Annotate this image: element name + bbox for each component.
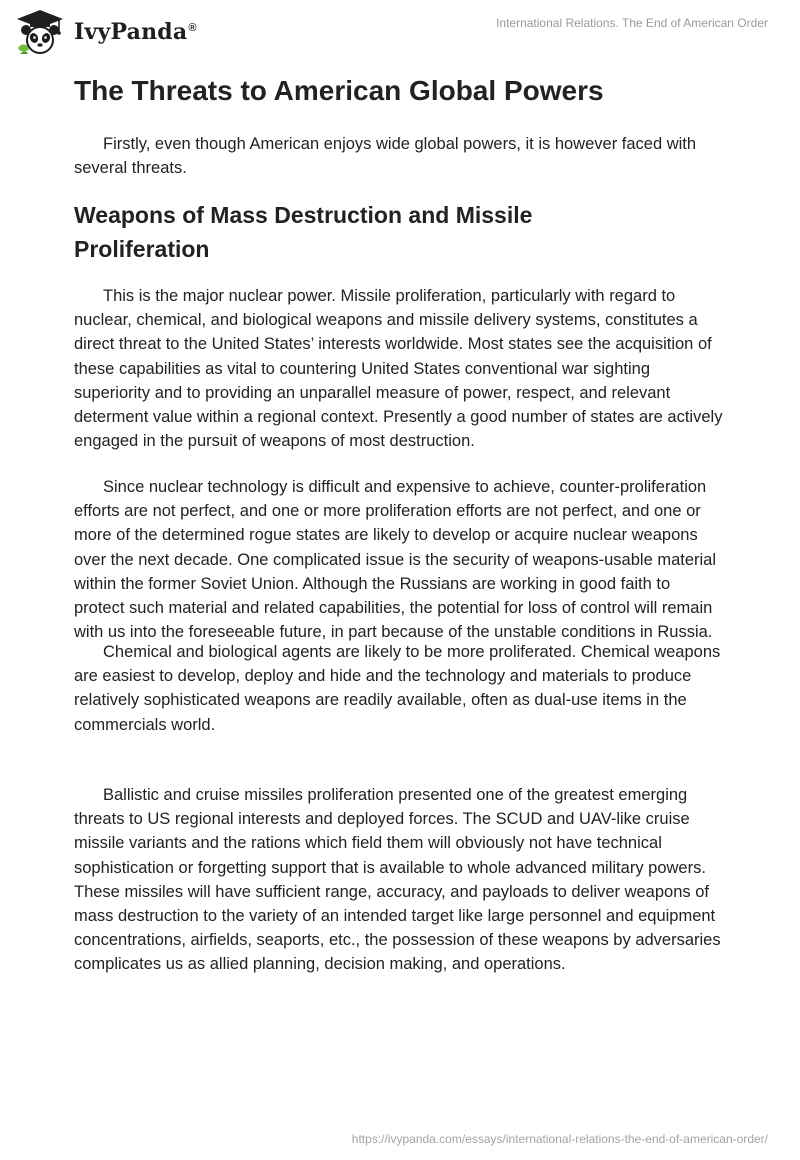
body-paragraph: This is the major nuclear power. Missile proliferation, particularly with regard to nuclear, chemical, and biological weapons and missile delivery systems, constitutes a direct threat to the United States’ interests worldwide. Most states see the acquisition of these capabilities as vital to countering United States conventional war sighting superiority and to providing an unparallel measure of power, respect, and relevant determent value within a regional context. Presently a good number of states are actively engaged in the pursuit of weapons of most destruction. — [74, 287, 723, 451]
ivypanda-logo[interactable] — [14, 8, 197, 56]
body-paragraph: Chemical and biological agents are likely to be more proliferated. Chemical weapons are easiest to develop, deploy and hide and the technology and materials to produce relatively sophisticated weapons are readily available, often as dual-use items in the commercials world. — [74, 643, 721, 734]
document-header-title: International Relations. The End of American Order — [496, 16, 768, 30]
intro-paragraph: Firstly, even though American enjoys wide global powers, it is however faced with several threats. — [74, 135, 697, 178]
page-title: The Threats to American Global Powers — [74, 75, 604, 106]
footer-url[interactable]: https://ivypanda.com/essays/international-relations-the-end-of-american-order/ — [351, 1132, 768, 1146]
logo-wordmark: IvyPanda® — [74, 19, 197, 45]
panda-graduation-cap-icon — [14, 8, 66, 56]
body-paragraph: Since nuclear technology is difficult and expensive to achieve, counter-proliferation efforts are not perfect, and one or more proliferation efforts are not perfect, and one or more of the determined rogue states are likely to develop or acquire nuclear weapons over the next decade. One complicated issue is the security of weapons-usable material within the former Soviet Union. Although the Russians are working in good faith to protect such material and related capabilities, the potential for loss of control will remain with us into the foreseeable future, in part because of the unstable conditions in Russia. — [74, 478, 717, 642]
section-heading: Weapons of Mass Destruction and Missile Proliferation — [74, 202, 533, 262]
body-paragraph: Ballistic and cruise missiles proliferation presented one of the greatest emerging threats to US regional interests and deployed forces. The SCUD and UAV-like cruise missile variants and the rations which field them will obviously not have technical sophistication or forgetting support that is available to whole advanced military powers. These missiles will have sufficient range, accuracy, and payloads to deliver weapons of mass destruction to the variety of an intended target like large personnel and equipment concentrations, airfields, seaports, etc., the possession of these weapons by adversaries complicates us as allied planning, decision making, and operations. — [74, 786, 721, 974]
